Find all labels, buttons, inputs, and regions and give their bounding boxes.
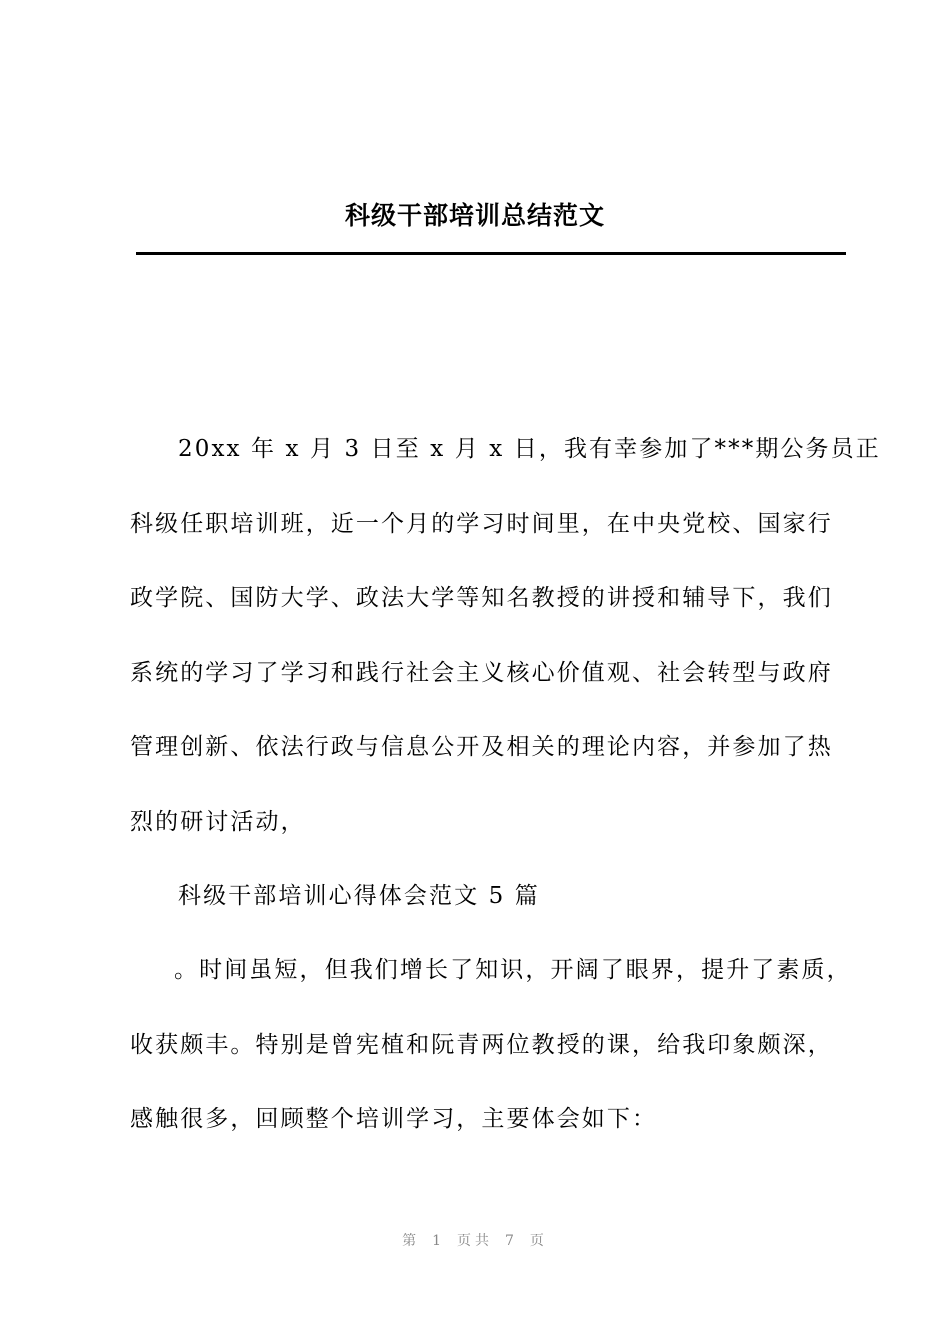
text-line: 烈的研讨活动， — [130, 809, 306, 835]
footer-middle: 页共 — [457, 1233, 493, 1249]
text-line: 科级任职培训班，近一个月的学习时间里，在中央党校、国家行 — [130, 511, 833, 537]
footer-prefix: 第 — [402, 1233, 421, 1249]
footer-current-page: 1 — [432, 1233, 445, 1249]
text-line: 管理创新、依法行政与信息公开及相关的理论内容，并参加了热 — [130, 734, 833, 760]
footer-suffix: 页 — [529, 1233, 548, 1249]
text-line: 感触很多，回顾整个培训学习，主要体会如下： — [130, 1106, 658, 1132]
footer-total-pages: 7 — [505, 1233, 518, 1249]
text-line: 收获颇丰。特别是曾宪植和阮青两位教授的课，给我印象颇深， — [130, 1032, 833, 1058]
document-title: 科级干部培训总结范文 — [344, 201, 605, 230]
text-line: 系统的学习了学习和践行社会主义核心价值观、社会转型与政府 — [130, 660, 833, 686]
page-footer — [0, 1230, 950, 1250]
text-line: 政学院、国防大学、政法大学等知名教授的讲授和辅导下，我们 — [130, 585, 833, 611]
title-underline — [136, 252, 846, 255]
text-line: 20xx 年 x 月 3 日至 x 月 x 日，我有幸参加了***期公务员正 — [178, 436, 881, 462]
text-line: 。时间虽短，但我们增长了知识，开阔了眼界，提升了素质， — [174, 957, 852, 983]
text-line: 科级干部培训心得体会范文 5 篇 — [178, 883, 540, 909]
